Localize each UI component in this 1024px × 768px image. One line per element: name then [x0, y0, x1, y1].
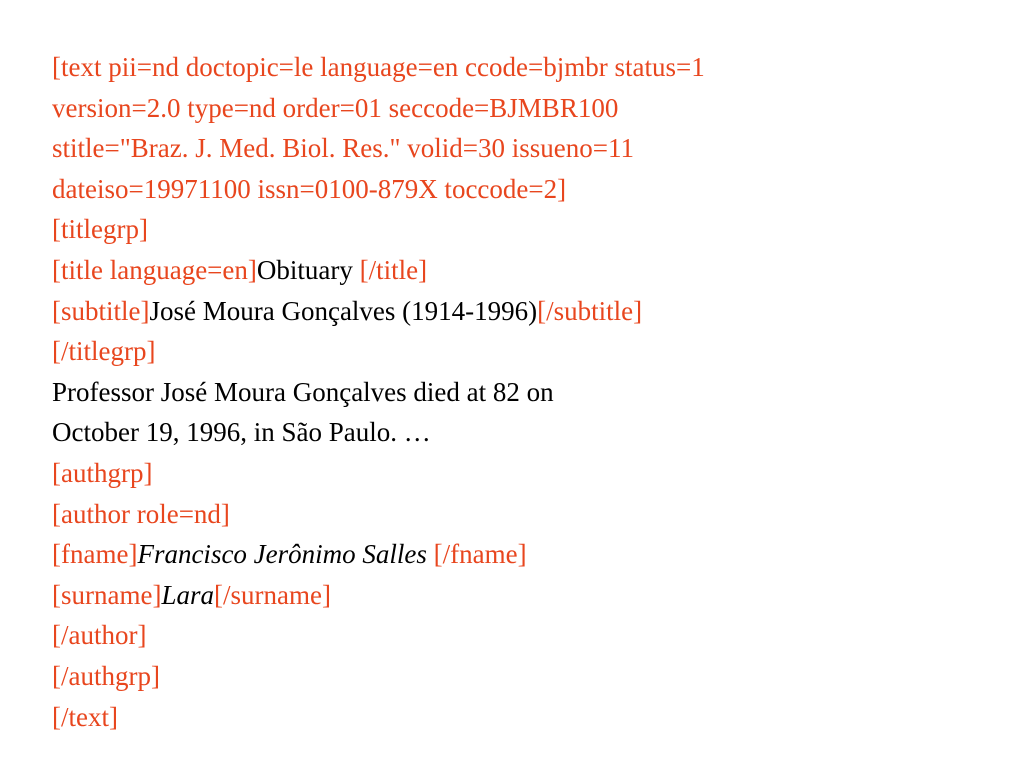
- authgrp-open-tag: [authgrp]: [52, 457, 153, 488]
- text-open-tag-line-3: [52, 128, 992, 169]
- subtitle-close-tag: [/subtitle]: [537, 295, 643, 326]
- text-open-tag-line-1: [52, 47, 992, 88]
- body-text-2: October 19, 1996, in São Paulo. …: [52, 417, 431, 448]
- title-line: [52, 250, 992, 291]
- titlegrp-open-tag: [titlegrp]: [52, 214, 148, 245]
- fname-close-tag: [/fname]: [426, 539, 527, 570]
- text-open-tag-part-3: stitle="Braz. J. Med. Biol. Res." volid=30 issueno=11: [52, 133, 634, 164]
- text-open-tag-line-2: [52, 88, 992, 129]
- text-close-line: [52, 697, 992, 738]
- fname-open-tag: [fname]: [52, 539, 138, 570]
- text-open-tag-part-1: [text pii=nd doctopic=le language=en ccode=bjmbr status=1: [52, 52, 705, 82]
- subtitle-open-tag: [subtitle]: [52, 295, 150, 326]
- markup-document: [52, 47, 992, 737]
- fname-line: [52, 534, 992, 575]
- titlegrp-open-line: [52, 209, 992, 250]
- titlegrp-close-line: [52, 331, 992, 372]
- authgrp-close-line: [52, 656, 992, 697]
- author-close-tag: [/author]: [52, 620, 147, 651]
- author-open-tag: [author role=nd]: [52, 498, 230, 529]
- text-close-tag: [/text]: [52, 701, 118, 732]
- surname-close-tag: [/surname]: [213, 579, 331, 610]
- surname-text: Lara: [161, 579, 214, 610]
- title-close-tag: [/title]: [359, 254, 428, 285]
- title-text: Obituary: [256, 254, 360, 285]
- body-text-1: Professor José Moura Gonçalves died at 82 on: [52, 376, 554, 407]
- subtitle-line: [52, 291, 992, 332]
- text-open-tag-part-4: dateiso=19971100 issn=0100-879X toccode=2]: [52, 173, 567, 204]
- subtitle-text: José Moura Gonçalves (1914-1996): [149, 295, 538, 326]
- surname-open-tag: [surname]: [52, 579, 162, 610]
- title-open-tag: [title language=en]: [52, 254, 257, 285]
- authgrp-close-tag: [/authgrp]: [52, 660, 160, 691]
- author-close-line: [52, 615, 992, 656]
- surname-line: [52, 575, 992, 616]
- body-text-line-1: [52, 372, 992, 413]
- text-open-tag-line-4: [52, 169, 992, 210]
- fname-text: Francisco Jerônimo Salles: [137, 539, 427, 570]
- authgrp-open-line: [52, 453, 992, 494]
- text-open-tag-part-2: version=2.0 type=nd order=01 seccode=BJMBR100: [52, 92, 619, 123]
- author-open-line: [52, 494, 992, 535]
- titlegrp-close-tag: [/titlegrp]: [52, 336, 156, 367]
- body-text-line-2: [52, 412, 992, 453]
